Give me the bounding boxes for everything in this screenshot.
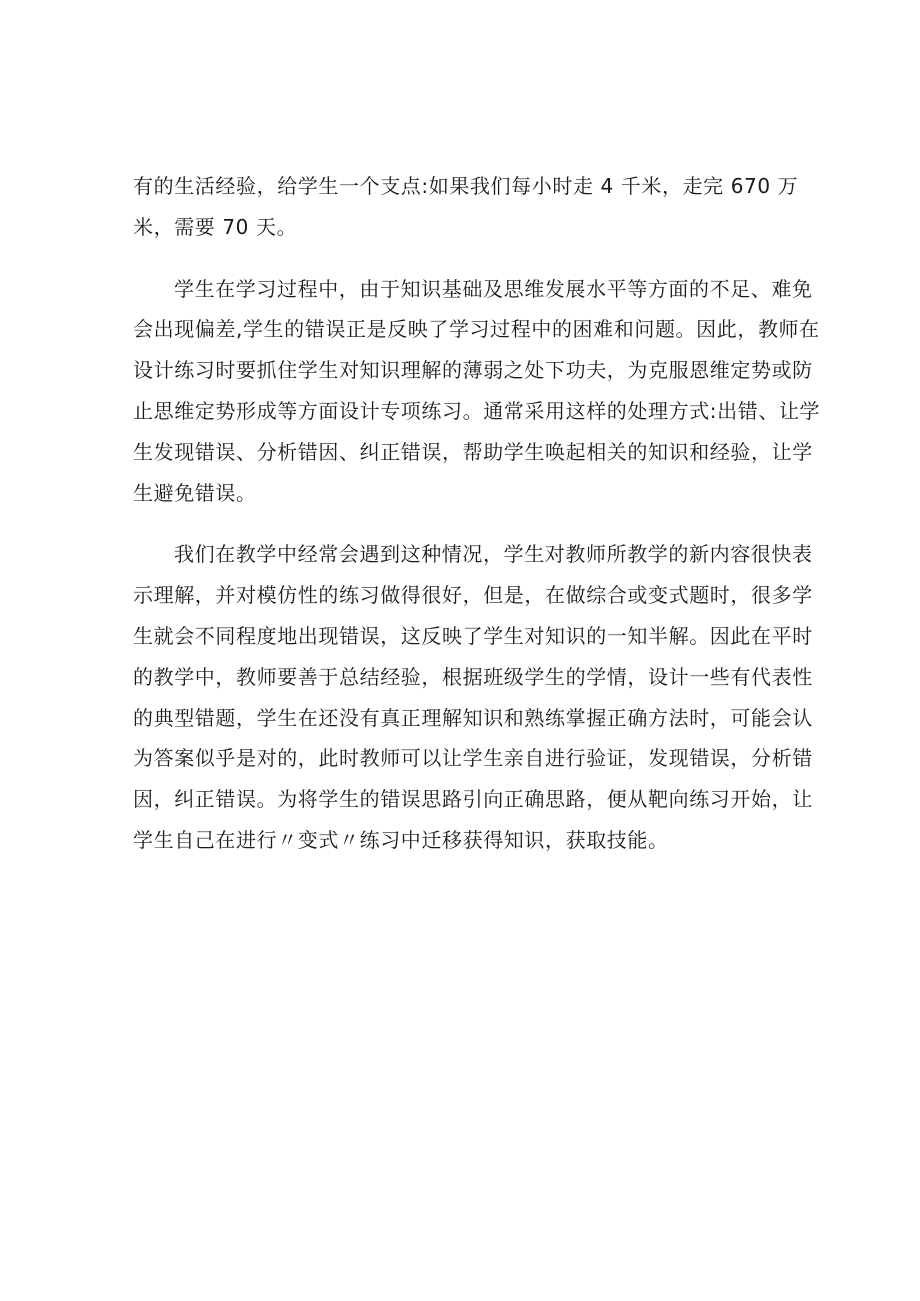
paragraph-3: [133, 534, 813, 860]
paragraph-2: [133, 269, 821, 514]
paragraph-line: 会出现偏差,学生的错误正是反映了学习过程中的困难和问题。因此，教师在: [133, 317, 820, 342]
paragraph-1: [133, 166, 797, 248]
paragraph-line: 米，需要 70 天。: [133, 214, 298, 239]
paragraph-line: 生避免错误。: [133, 480, 257, 505]
paragraph-line: 的教学中，教师要善于总结经验，根据班级学生的学情，设计一些有代表性: [133, 664, 813, 689]
paragraph-line: 我们在教学中经常会遇到这种情况，学生对教师所教学的新内容很快表: [174, 542, 813, 567]
paragraph-line: 设计练习时要抓住学生对知识理解的薄弱之处下功夫，为克服恩维定势或防: [133, 358, 813, 383]
paragraph-line: 生发现错误、分析错因、纠正错误，帮助学生唤起相关的知识和经验，让学: [133, 439, 813, 464]
paragraph-line: 生就会不同程度地出现错误，这反映了学生对知识的一知半解。因此在平时: [133, 623, 813, 648]
paragraph-line: 学生自己在进行〃变式〃练习中迁移获得知识，获取技能。: [133, 827, 669, 852]
paragraph-line: 为答案似乎是对的，此时教师可以让学生亲自进行验证，发现错误，分析错: [133, 746, 813, 771]
paragraph-line: 有的生活经验，给学生一个支点:如果我们每小时走 4 千米，走完 670 万: [133, 174, 799, 198]
paragraph-line: 学生在学习过程中，由于知识基础及思维发展水平等方面的不足、难免: [174, 276, 813, 301]
paragraph-line: 的典型错题，学生在还没有真正理解知识和熟练掌握正确方法时，可能会认: [133, 705, 813, 730]
paragraph-line: 示理解，并对模仿性的练习做得很好，但是，在做综合或变式题时，很多学: [133, 583, 813, 608]
paragraph-line: 因，纠正错误。为将学生的错误思路引向正确思路，便从靶向练习开始，让: [133, 787, 813, 812]
document-body: [133, 166, 821, 882]
paragraph-line: 止思维定势形成等方面设计专项练习。通常采用这样的处理方式:出错、让学: [133, 398, 821, 423]
